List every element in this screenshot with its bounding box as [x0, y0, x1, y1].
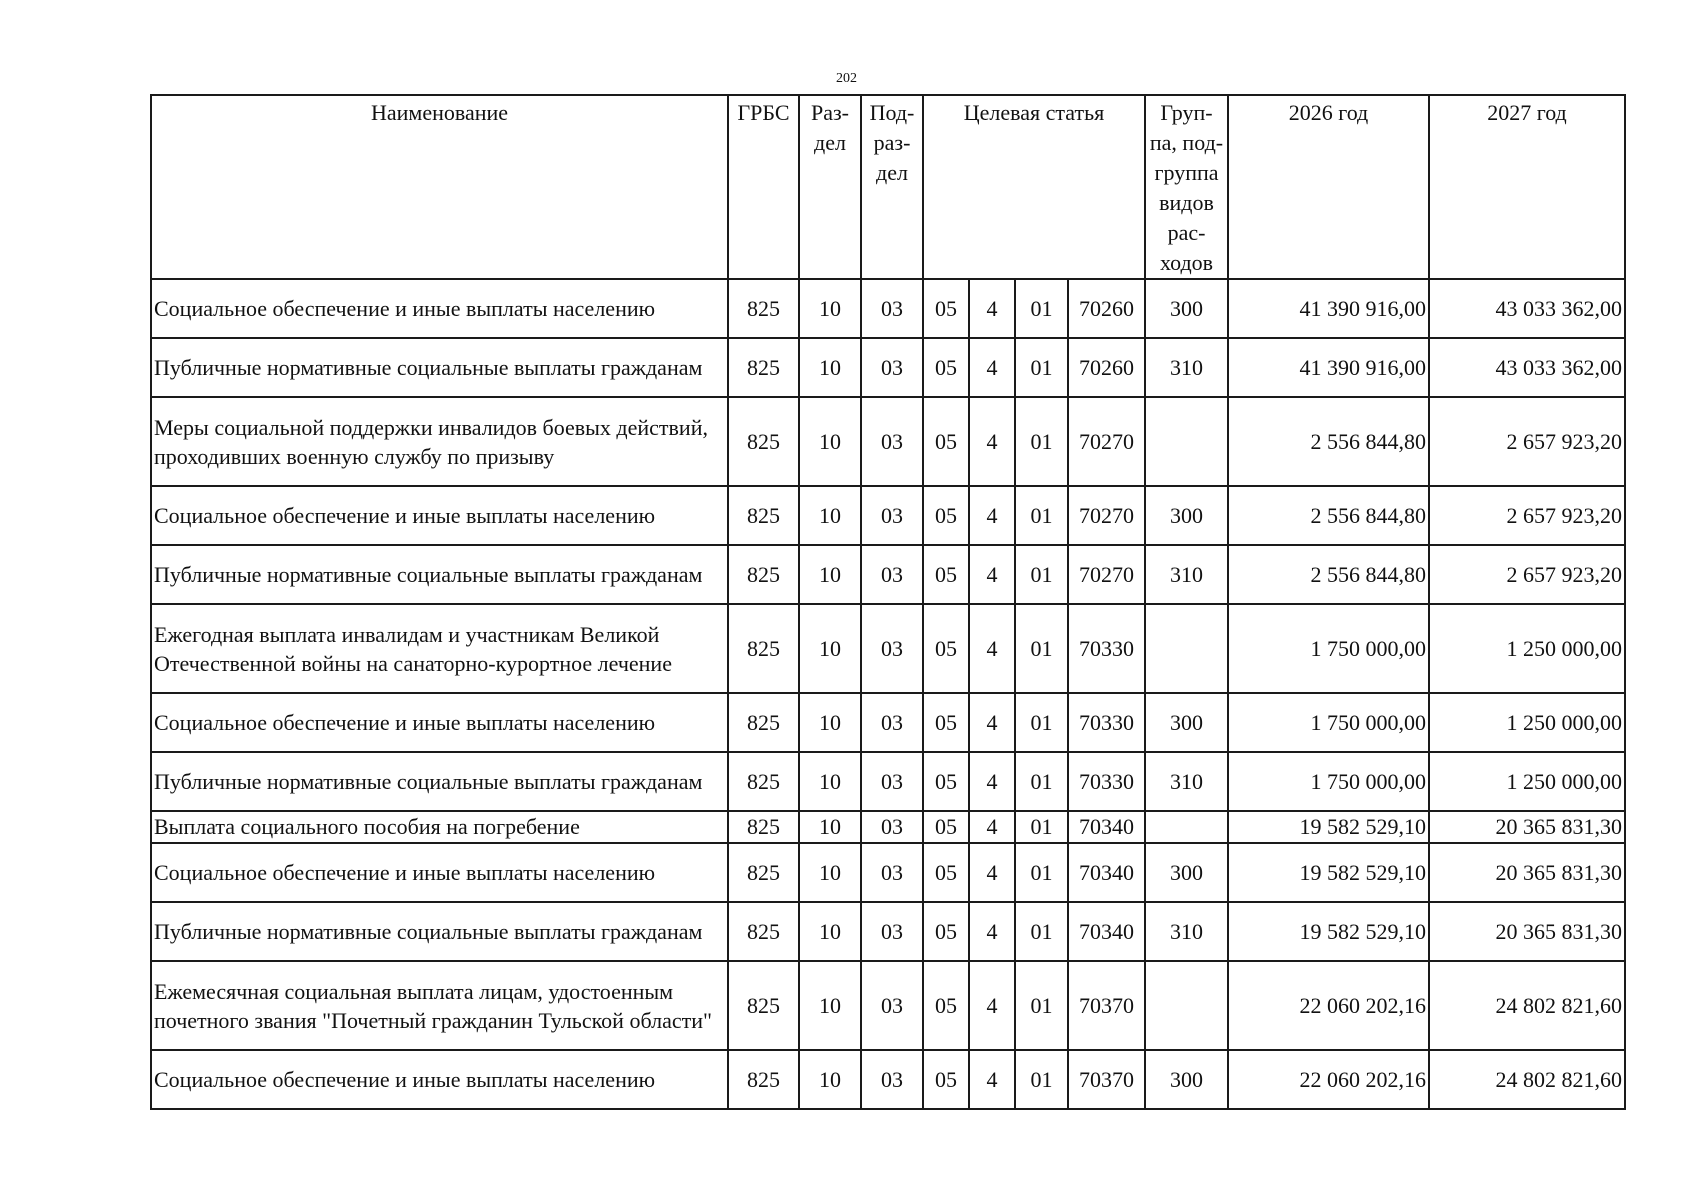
cell-target-direction: 70330 — [1068, 693, 1145, 752]
cell-section: 10 — [799, 545, 861, 604]
cell-target-program: 05 — [923, 279, 969, 338]
cell-grbs: 825 — [728, 486, 799, 545]
cell-section: 10 — [799, 1050, 861, 1109]
cell-target-program: 05 — [923, 811, 969, 843]
cell-target-direction: 70270 — [1068, 486, 1145, 545]
cell-name: Ежегодная выплата инвалидам и участникам Великой Отечественной войны на санаторно-курортное лечение — [151, 604, 728, 693]
cell-grbs: 825 — [728, 752, 799, 811]
cell-expense-group — [1145, 604, 1228, 693]
cell-name: Социальное обеспечение и иные выплаты населению — [151, 843, 728, 902]
cell-subsection: 03 — [861, 1050, 923, 1109]
cell-subsection: 03 — [861, 693, 923, 752]
cell-target-type: 4 — [969, 752, 1015, 811]
cell-name: Публичные нормативные социальные выплаты гражданам — [151, 752, 728, 811]
cell-amount-2027: 1 250 000,00 — [1429, 752, 1625, 811]
cell-target-type: 4 — [969, 486, 1015, 545]
cell-grbs: 825 — [728, 811, 799, 843]
cell-target-type: 4 — [969, 545, 1015, 604]
cell-target-type: 4 — [969, 1050, 1015, 1109]
cell-subsection: 03 — [861, 279, 923, 338]
cell-grbs: 825 — [728, 604, 799, 693]
cell-section: 10 — [799, 397, 861, 486]
cell-name: Меры социальной поддержки инвалидов боевых действий, проходивших военную службу по призыву — [151, 397, 728, 486]
cell-grbs: 825 — [728, 693, 799, 752]
cell-amount-2027: 1 250 000,00 — [1429, 693, 1625, 752]
cell-target-program: 05 — [923, 843, 969, 902]
table-row — [151, 397, 1625, 486]
table-row — [151, 545, 1625, 604]
cell-expense-group — [1145, 811, 1228, 843]
cell-name: Публичные нормативные социальные выплаты гражданам — [151, 902, 728, 961]
cell-name: Социальное обеспечение и иные выплаты населению — [151, 486, 728, 545]
cell-target-type: 4 — [969, 902, 1015, 961]
cell-target-direction: 70270 — [1068, 545, 1145, 604]
cell-target-subprogram: 01 — [1015, 397, 1068, 486]
cell-amount-2027: 1 250 000,00 — [1429, 604, 1625, 693]
table-row — [151, 1050, 1625, 1109]
cell-name: Социальное обеспечение и иные выплаты населению — [151, 1050, 728, 1109]
cell-target-program: 05 — [923, 961, 969, 1050]
cell-name: Публичные нормативные социальные выплаты гражданам — [151, 545, 728, 604]
cell-name: Социальное обеспечение и иные выплаты населению — [151, 279, 728, 338]
cell-name: Социальное обеспечение и иные выплаты населению — [151, 693, 728, 752]
cell-target-type: 4 — [969, 279, 1015, 338]
cell-target-subprogram: 01 — [1015, 1050, 1068, 1109]
cell-name: Выплата социального пособия на погребение — [151, 811, 728, 843]
cell-subsection: 03 — [861, 961, 923, 1050]
header-year-2026: 2026 год — [1228, 95, 1429, 279]
header-subsection: Под- раз- дел — [861, 95, 923, 279]
cell-amount-2027: 2 657 923,20 — [1429, 397, 1625, 486]
cell-target-subprogram: 01 — [1015, 338, 1068, 397]
cell-expense-group: 310 — [1145, 902, 1228, 961]
header-row — [151, 95, 1625, 279]
cell-expense-group: 300 — [1145, 486, 1228, 545]
cell-target-direction: 70340 — [1068, 811, 1145, 843]
cell-target-type: 4 — [969, 604, 1015, 693]
cell-section: 10 — [799, 338, 861, 397]
cell-amount-2027: 43 033 362,00 — [1429, 279, 1625, 338]
cell-grbs: 825 — [728, 338, 799, 397]
cell-target-program: 05 — [923, 604, 969, 693]
cell-target-subprogram: 01 — [1015, 693, 1068, 752]
cell-subsection: 03 — [861, 486, 923, 545]
cell-amount-2026: 1 750 000,00 — [1228, 752, 1429, 811]
header-grbs: ГРБС — [728, 95, 799, 279]
cell-section: 10 — [799, 902, 861, 961]
cell-target-program: 05 — [923, 1050, 969, 1109]
cell-subsection: 03 — [861, 545, 923, 604]
cell-target-direction: 70340 — [1068, 843, 1145, 902]
cell-grbs: 825 — [728, 545, 799, 604]
table-row — [151, 486, 1625, 545]
cell-section: 10 — [799, 693, 861, 752]
header-target-article: Целевая статья — [923, 95, 1145, 279]
table-row — [151, 693, 1625, 752]
cell-target-direction: 70330 — [1068, 604, 1145, 693]
cell-expense-group: 300 — [1145, 279, 1228, 338]
cell-expense-group: 310 — [1145, 338, 1228, 397]
cell-grbs: 825 — [728, 1050, 799, 1109]
cell-target-program: 05 — [923, 545, 969, 604]
cell-grbs: 825 — [728, 961, 799, 1050]
cell-amount-2026: 2 556 844,80 — [1228, 397, 1429, 486]
page-number: 202 — [836, 71, 857, 86]
cell-target-program: 05 — [923, 486, 969, 545]
cell-target-subprogram: 01 — [1015, 752, 1068, 811]
cell-expense-group: 310 — [1145, 545, 1228, 604]
cell-target-program: 05 — [923, 693, 969, 752]
cell-expense-group: 310 — [1145, 752, 1228, 811]
cell-target-direction: 70260 — [1068, 279, 1145, 338]
cell-target-type: 4 — [969, 811, 1015, 843]
cell-grbs: 825 — [728, 279, 799, 338]
cell-amount-2026: 2 556 844,80 — [1228, 545, 1429, 604]
cell-subsection: 03 — [861, 338, 923, 397]
header-expense-group: Груп- па, под- группа видов рас- ходов — [1145, 95, 1228, 279]
cell-target-program: 05 — [923, 752, 969, 811]
table-row — [151, 604, 1625, 693]
cell-target-type: 4 — [969, 961, 1015, 1050]
cell-target-type: 4 — [969, 843, 1015, 902]
cell-target-subprogram: 01 — [1015, 279, 1068, 338]
cell-target-subprogram: 01 — [1015, 961, 1068, 1050]
cell-target-type: 4 — [969, 338, 1015, 397]
table-row — [151, 811, 1625, 843]
cell-amount-2026: 41 390 916,00 — [1228, 338, 1429, 397]
header-name: Наименование — [151, 95, 728, 279]
cell-amount-2026: 22 060 202,16 — [1228, 1050, 1429, 1109]
cell-amount-2026: 19 582 529,10 — [1228, 843, 1429, 902]
cell-target-subprogram: 01 — [1015, 902, 1068, 961]
cell-amount-2027: 24 802 821,60 — [1429, 961, 1625, 1050]
cell-target-subprogram: 01 — [1015, 545, 1068, 604]
cell-grbs: 825 — [728, 843, 799, 902]
table-row — [151, 902, 1625, 961]
cell-amount-2027: 20 365 831,30 — [1429, 811, 1625, 843]
cell-target-program: 05 — [923, 902, 969, 961]
cell-expense-group — [1145, 961, 1228, 1050]
header-section: Раз- дел — [799, 95, 861, 279]
cell-amount-2026: 19 582 529,10 — [1228, 902, 1429, 961]
cell-target-program: 05 — [923, 397, 969, 486]
cell-subsection: 03 — [861, 604, 923, 693]
cell-section: 10 — [799, 811, 861, 843]
cell-target-direction: 70340 — [1068, 902, 1145, 961]
cell-subsection: 03 — [861, 811, 923, 843]
cell-amount-2026: 19 582 529,10 — [1228, 811, 1429, 843]
cell-amount-2027: 24 802 821,60 — [1429, 1050, 1625, 1109]
cell-amount-2026: 41 390 916,00 — [1228, 279, 1429, 338]
cell-section: 10 — [799, 604, 861, 693]
cell-target-subprogram: 01 — [1015, 811, 1068, 843]
cell-target-type: 4 — [969, 693, 1015, 752]
cell-amount-2027: 2 657 923,20 — [1429, 545, 1625, 604]
cell-target-direction: 70260 — [1068, 338, 1145, 397]
cell-section: 10 — [799, 843, 861, 902]
cell-amount-2026: 1 750 000,00 — [1228, 693, 1429, 752]
cell-amount-2026: 1 750 000,00 — [1228, 604, 1429, 693]
cell-amount-2027: 2 657 923,20 — [1429, 486, 1625, 545]
cell-expense-group — [1145, 397, 1228, 486]
header-year-2027: 2027 год — [1429, 95, 1625, 279]
table-row — [151, 961, 1625, 1050]
cell-subsection: 03 — [861, 843, 923, 902]
cell-target-subprogram: 01 — [1015, 604, 1068, 693]
cell-grbs: 825 — [728, 902, 799, 961]
cell-section: 10 — [799, 486, 861, 545]
cell-amount-2027: 20 365 831,30 — [1429, 843, 1625, 902]
cell-section: 10 — [799, 279, 861, 338]
cell-amount-2026: 22 060 202,16 — [1228, 961, 1429, 1050]
cell-subsection: 03 — [861, 752, 923, 811]
cell-expense-group: 300 — [1145, 843, 1228, 902]
cell-name: Ежемесячная социальная выплата лицам, удостоенным почетного звания "Почетный гражданин Тульской области" — [151, 961, 728, 1050]
cell-subsection: 03 — [861, 397, 923, 486]
cell-expense-group: 300 — [1145, 1050, 1228, 1109]
cell-target-direction: 70370 — [1068, 1050, 1145, 1109]
table-row — [151, 279, 1625, 338]
cell-target-program: 05 — [923, 338, 969, 397]
table-row — [151, 752, 1625, 811]
cell-target-direction: 70370 — [1068, 961, 1145, 1050]
cell-name: Публичные нормативные социальные выплаты гражданам — [151, 338, 728, 397]
cell-expense-group: 300 — [1145, 693, 1228, 752]
cell-target-subprogram: 01 — [1015, 843, 1068, 902]
cell-target-subprogram: 01 — [1015, 486, 1068, 545]
cell-subsection: 03 — [861, 902, 923, 961]
table-row — [151, 843, 1625, 902]
budget-table — [150, 94, 1626, 1110]
cell-target-type: 4 — [969, 397, 1015, 486]
cell-amount-2027: 20 365 831,30 — [1429, 902, 1625, 961]
cell-amount-2027: 43 033 362,00 — [1429, 338, 1625, 397]
cell-grbs: 825 — [728, 397, 799, 486]
table-body — [151, 279, 1625, 1109]
cell-target-direction: 70270 — [1068, 397, 1145, 486]
table-row — [151, 338, 1625, 397]
cell-section: 10 — [799, 752, 861, 811]
cell-section: 10 — [799, 961, 861, 1050]
cell-amount-2026: 2 556 844,80 — [1228, 486, 1429, 545]
cell-target-direction: 70330 — [1068, 752, 1145, 811]
